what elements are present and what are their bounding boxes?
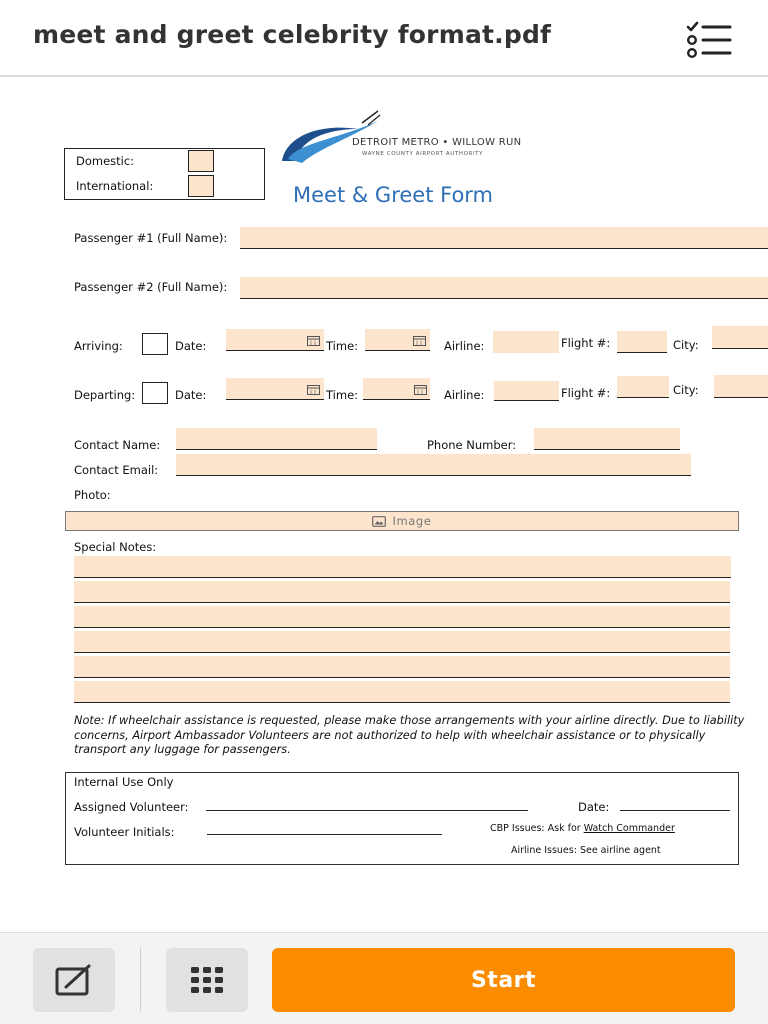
departing-flight-field[interactable]: [617, 376, 669, 398]
calendar-icon[interactable]: [307, 336, 320, 346]
checklist-icon: [684, 20, 734, 60]
special-notes-line[interactable]: [74, 581, 730, 603]
contact-name-label: Contact Name:: [74, 438, 161, 452]
arriving-time-label: Time:: [326, 339, 359, 353]
arriving-flight-field[interactable]: [617, 331, 667, 353]
departing-checkbox[interactable]: [142, 382, 168, 404]
passenger1-label: Passenger #1 (Full Name):: [74, 231, 228, 245]
domestic-checkbox[interactable]: [188, 150, 214, 172]
edit-icon: [54, 963, 94, 997]
arriving-checkbox[interactable]: [142, 333, 168, 355]
departing-city-field[interactable]: [714, 375, 768, 398]
image-icon: [372, 516, 386, 527]
calendar-icon[interactable]: [414, 385, 427, 395]
calendar-icon[interactable]: [307, 385, 320, 395]
departing-flight-label: Flight #:: [561, 386, 611, 400]
departing-date-label: Date:: [175, 388, 207, 402]
arriving-airline-field[interactable]: [493, 331, 559, 353]
special-notes-line[interactable]: [74, 656, 730, 678]
internal-date-label: Date:: [578, 800, 610, 814]
departing-time-label: Time:: [326, 388, 359, 402]
phone-number-label: Phone Number:: [427, 438, 517, 452]
special-notes-line[interactable]: [74, 681, 730, 703]
form-title: Meet & Greet Form: [293, 183, 494, 207]
domestic-label: Domestic:: [76, 154, 135, 168]
passenger1-field[interactable]: [240, 227, 768, 249]
arriving-flight-label: Flight #:: [561, 336, 611, 350]
logo-subtitle: WAYNE COUNTY AIRPORT AUTHORITY: [362, 151, 484, 157]
departing-airline-field[interactable]: [494, 381, 559, 401]
bottom-toolbar: [0, 932, 768, 1024]
assigned-volunteer-label: Assigned Volunteer:: [74, 800, 189, 814]
app-header: [0, 0, 768, 77]
passenger2-label: Passenger #2 (Full Name):: [74, 280, 228, 294]
contact-email-field[interactable]: [176, 454, 691, 476]
edit-button[interactable]: [33, 948, 115, 1012]
checklist-button[interactable]: [684, 20, 734, 60]
departing-city-label: City:: [673, 383, 699, 397]
toolbar-divider: [140, 947, 141, 1011]
special-notes-label: Special Notes:: [74, 540, 157, 554]
photo-label: Photo:: [74, 488, 111, 502]
departing-airline-label: Airline:: [444, 388, 485, 402]
international-checkbox[interactable]: [188, 175, 214, 197]
volunteer-initials-label: Volunteer Initials:: [74, 825, 175, 839]
internal-use-heading: Internal Use Only: [74, 775, 174, 789]
calendar-icon[interactable]: [413, 336, 426, 346]
arriving-label: Arriving:: [74, 339, 123, 353]
grid-button[interactable]: [166, 948, 248, 1012]
watch-commander-link[interactable]: Watch Commander: [583, 823, 675, 834]
contact-email-label: Contact Email:: [74, 463, 159, 477]
logo-name: DETROIT METRO • WILLOW RUN: [352, 137, 522, 148]
special-notes-line[interactable]: [74, 631, 730, 653]
arriving-city-label: City:: [673, 338, 699, 352]
arriving-city-field[interactable]: [712, 326, 768, 349]
airline-issues-text: Airline Issues: See airline agent: [511, 845, 661, 856]
cbp-prefix: CBP Issues: Ask for: [490, 823, 584, 834]
document-title: meet and greet celebrity format.pdf: [33, 20, 552, 49]
assigned-volunteer-line[interactable]: [206, 810, 528, 811]
contact-name-field[interactable]: [176, 428, 377, 450]
departing-label: Departing:: [74, 388, 136, 402]
special-notes-line[interactable]: [74, 556, 731, 578]
cbp-issues-text: [490, 823, 675, 834]
special-notes-line[interactable]: [74, 606, 730, 628]
image-upload-field[interactable]: [65, 511, 739, 531]
image-placeholder-text: Image: [392, 514, 432, 528]
phone-number-field[interactable]: [534, 428, 680, 450]
arriving-date-label: Date:: [175, 339, 207, 353]
arriving-airline-label: Airline:: [444, 339, 485, 353]
grid-icon: [189, 965, 225, 995]
pdf-page: [0, 79, 768, 932]
internal-date-line[interactable]: [620, 810, 730, 811]
international-label: International:: [76, 179, 154, 193]
wheelchair-note: Note: If wheelchair assistance is requested, please make those arrangements with your airline directly. Due to liability concerns, Airport Ambassador Volunteers are not authorized to help with wheelchair assistance or to physically transport any luggage for passengers.: [74, 714, 745, 756]
start-button[interactable]: Start: [272, 948, 735, 1012]
passenger2-field[interactable]: [240, 277, 768, 299]
volunteer-initials-line[interactable]: [207, 834, 442, 835]
